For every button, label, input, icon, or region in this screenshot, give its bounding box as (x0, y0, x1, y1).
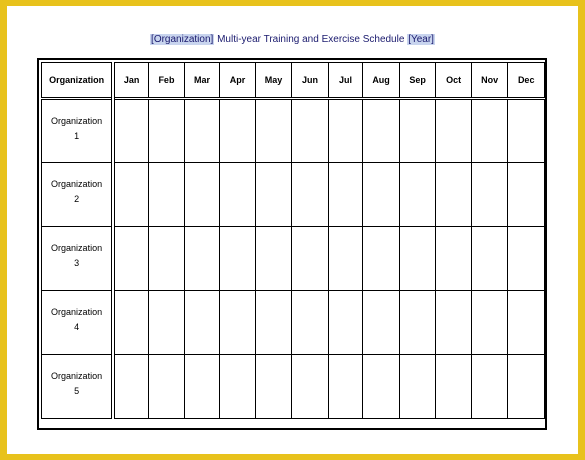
header-month-feb: Feb (149, 63, 185, 99)
row-label-number: 4 (74, 322, 80, 332)
schedule-cell[interactable] (508, 291, 545, 355)
title-organization-placeholder: [Organization] (151, 34, 214, 45)
title-year-placeholder: [Year] (408, 34, 434, 45)
schedule-cell[interactable] (363, 355, 400, 419)
schedule-cell[interactable] (255, 227, 292, 291)
header-row (42, 63, 545, 99)
schedule-cell[interactable] (292, 355, 329, 419)
schedule-cell[interactable] (220, 227, 256, 291)
schedule-cell[interactable] (508, 227, 545, 291)
header-month-jan: Jan (113, 63, 149, 99)
schedule-cell[interactable] (508, 355, 545, 419)
schedule-cell[interactable] (328, 99, 362, 163)
schedule-cell[interactable] (113, 163, 149, 227)
schedule-cell[interactable] (292, 99, 329, 163)
schedule-cell[interactable] (292, 291, 329, 355)
document-page (7, 6, 578, 454)
page-title (7, 33, 578, 47)
table-row (42, 163, 545, 227)
header-month-oct: Oct (436, 63, 472, 99)
row-label-number: 3 (74, 258, 80, 268)
schedule-cell[interactable] (149, 99, 185, 163)
schedule-cell[interactable] (436, 291, 472, 355)
header-month-aug: Aug (363, 63, 400, 99)
schedule-cell[interactable] (328, 291, 362, 355)
schedule-cell[interactable] (471, 99, 508, 163)
schedule-table (41, 62, 545, 419)
schedule-cell[interactable] (220, 163, 256, 227)
schedule-cell[interactable] (255, 291, 292, 355)
schedule-cell[interactable] (471, 291, 508, 355)
schedule-cell[interactable] (508, 163, 545, 227)
row-label-number: 2 (74, 194, 80, 204)
schedule-cell[interactable] (363, 99, 400, 163)
schedule-cell[interactable] (184, 99, 220, 163)
header-organization: Organization (42, 63, 114, 99)
row-label-name: Organization (51, 371, 103, 381)
schedule-cell[interactable] (471, 227, 508, 291)
schedule-cell[interactable] (113, 355, 149, 419)
schedule-cell[interactable] (113, 227, 149, 291)
schedule-cell[interactable] (149, 227, 185, 291)
row-label-organization-3 (42, 227, 114, 291)
schedule-cell[interactable] (471, 355, 508, 419)
header-month-nov: Nov (471, 63, 508, 99)
row-label-organization-4 (42, 291, 114, 355)
schedule-cell[interactable] (255, 355, 292, 419)
header-month-may: May (255, 63, 292, 99)
header-month-apr: Apr (220, 63, 256, 99)
schedule-grid (37, 58, 547, 430)
schedule-cell[interactable] (363, 291, 400, 355)
table-row (42, 291, 545, 355)
row-label-number: 5 (74, 386, 80, 396)
row-label-organization-5 (42, 355, 114, 419)
schedule-cell[interactable] (328, 163, 362, 227)
schedule-cell[interactable] (328, 355, 362, 419)
schedule-cell[interactable] (220, 99, 256, 163)
schedule-cell[interactable] (436, 227, 472, 291)
table-row (42, 99, 545, 163)
schedule-cell[interactable] (399, 355, 436, 419)
schedule-cell[interactable] (436, 355, 472, 419)
schedule-cell[interactable] (184, 163, 220, 227)
row-label-name: Organization (51, 243, 103, 253)
schedule-cell[interactable] (149, 291, 185, 355)
title-text: Multi-year Training and Exercise Schedule (214, 34, 408, 45)
schedule-cell[interactable] (113, 291, 149, 355)
schedule-cell[interactable] (363, 227, 400, 291)
schedule-cell[interactable] (436, 99, 472, 163)
header-month-jun: Jun (292, 63, 329, 99)
schedule-cell[interactable] (328, 227, 362, 291)
row-label-name: Organization (51, 307, 103, 317)
schedule-cell[interactable] (184, 227, 220, 291)
schedule-cell[interactable] (184, 355, 220, 419)
row-label-name: Organization (51, 116, 103, 126)
schedule-cell[interactable] (508, 99, 545, 163)
schedule-cell[interactable] (399, 163, 436, 227)
schedule-cell[interactable] (149, 355, 185, 419)
header-month-dec: Dec (508, 63, 545, 99)
schedule-cell[interactable] (220, 355, 256, 419)
schedule-cell[interactable] (399, 227, 436, 291)
schedule-cell[interactable] (255, 163, 292, 227)
table-row (42, 227, 545, 291)
schedule-cell[interactable] (363, 163, 400, 227)
schedule-cell[interactable] (113, 99, 149, 163)
header-month-mar: Mar (184, 63, 220, 99)
schedule-cell[interactable] (255, 99, 292, 163)
header-month-jul: Jul (328, 63, 362, 99)
row-label-number: 1 (74, 131, 80, 141)
schedule-cell[interactable] (184, 291, 220, 355)
schedule-cell[interactable] (292, 227, 329, 291)
table-row (42, 355, 545, 419)
schedule-cell[interactable] (471, 163, 508, 227)
schedule-cell[interactable] (292, 163, 329, 227)
row-label-organization-2 (42, 163, 114, 227)
schedule-cell[interactable] (149, 163, 185, 227)
schedule-cell[interactable] (436, 163, 472, 227)
schedule-cell[interactable] (399, 99, 436, 163)
row-label-organization-1 (42, 99, 114, 163)
schedule-cell[interactable] (399, 291, 436, 355)
header-month-sep: Sep (399, 63, 436, 99)
schedule-cell[interactable] (220, 291, 256, 355)
row-label-name: Organization (51, 179, 103, 189)
